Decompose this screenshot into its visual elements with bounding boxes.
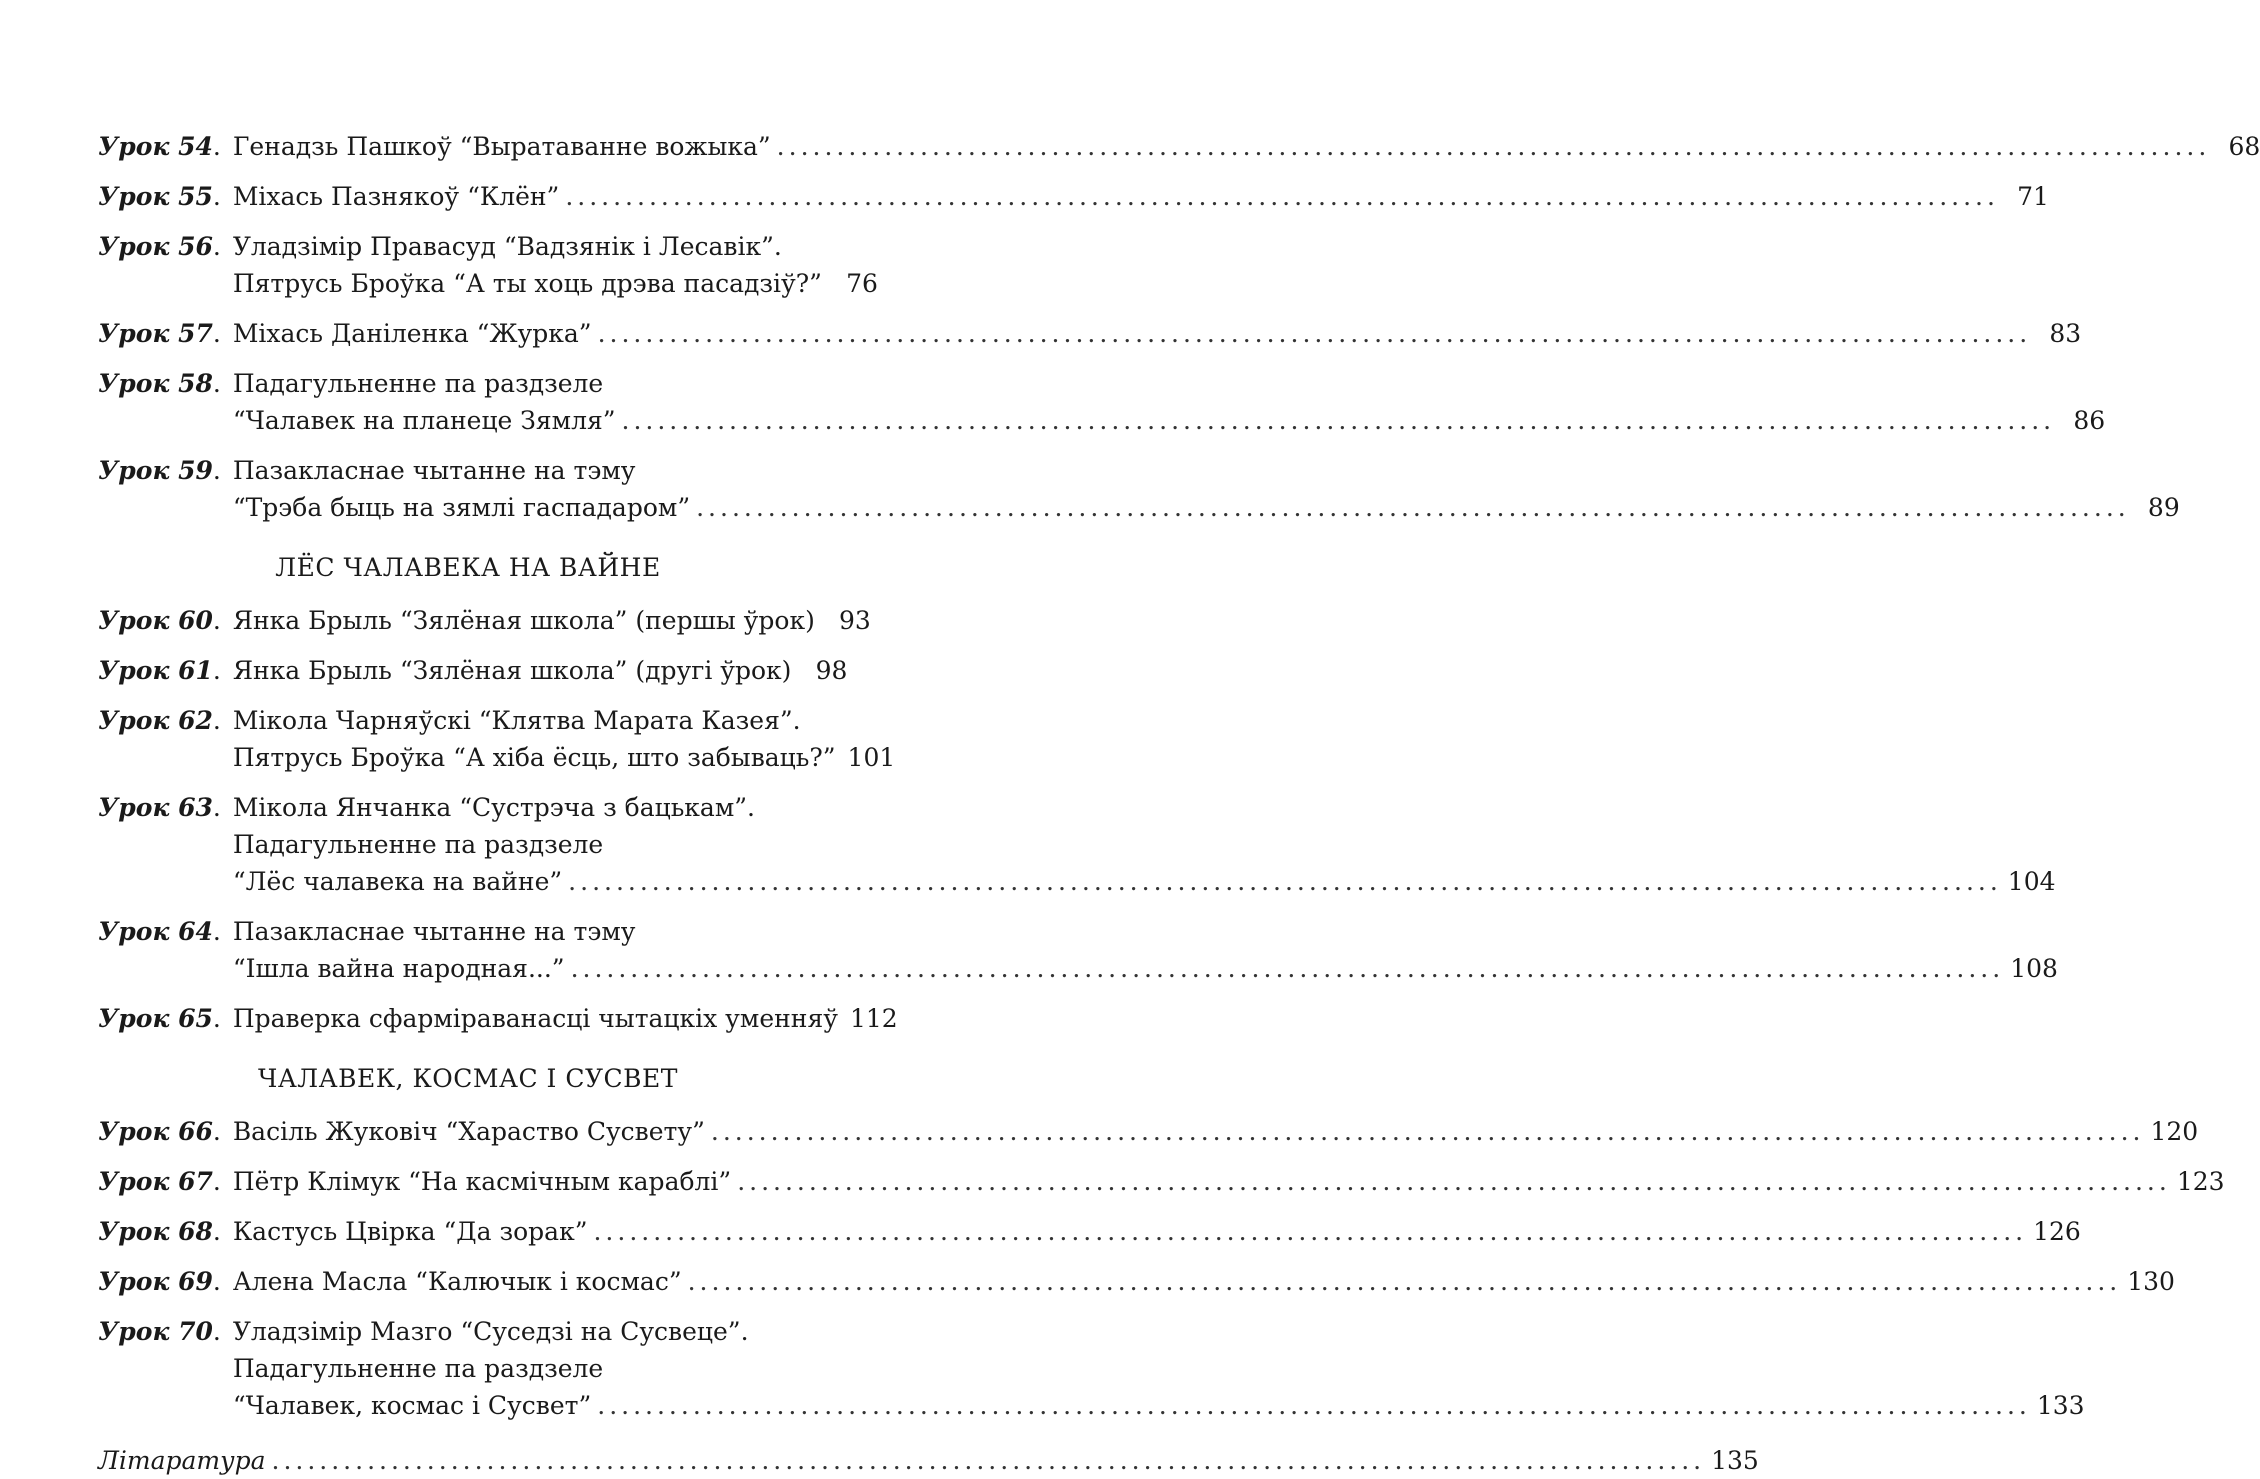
entry-body [221,1313,2085,1424]
entry-body [221,365,2106,439]
dot-leader: ........................................................................................................................ [271,1446,1706,1475]
dot-leader: ........................................................................................................................ [696,493,2130,522]
entry-title: Мікола Янчанка “Сустрэча з бацькам”. [232,793,756,822]
entry-title: Пазакласнае чытанне на тэму [232,917,636,946]
page-number: 135 [1711,1446,1759,1475]
lesson-number: Урок 67 [98,1167,213,1196]
page-number: 123 [2176,1167,2225,1196]
lesson-number: Урок 59 [98,456,213,485]
entry-title: Пятрусь Броўка “А хіба ёсць, што забываць?” [232,743,836,772]
toc-entry [98,1263,2175,1300]
label-period: . [212,456,221,485]
label-period: . [212,1117,221,1146]
page-number: 83 [2049,319,2082,348]
entry-line [232,1213,2081,1250]
entry-title: Пётр Клімук “На касмічным караблі” [232,1167,732,1196]
entry-title: Генадзь Пашкоў “Выратаванне вожыка” [232,132,771,161]
dot-leader: ........................................................................................................................ [597,319,2032,348]
dot-leader: ........................................................................................................................ [570,954,2005,983]
entry-body [221,1263,2175,1300]
entry-title: “Ішла вайна народная...” [232,954,565,983]
toc-entry [98,365,2106,439]
label-period: . [212,1217,221,1246]
lesson-number: Урок 58 [98,369,213,398]
lesson-number: Урок 64 [98,917,213,946]
label-period: . [212,1267,221,1296]
label-period: . [212,132,221,161]
entry-line [232,739,896,776]
toc-entry [98,315,2082,352]
lesson-group-1 [98,128,2260,526]
page-number: 112 [849,1004,898,1033]
entry-title: Янка Брыль “Зялёная школа” (другі ўрок) [232,656,792,685]
entry-body [221,1213,2081,1250]
page-number: 130 [2127,1267,2175,1296]
lesson-number: Урок 60 [98,606,213,635]
toc-entry [98,1313,2085,1424]
page-number: 126 [2033,1217,2081,1246]
entry-line [233,365,838,402]
entry-title: Падагульненне па раздзеле [232,830,604,859]
lesson-number: Урок 57 [98,319,213,348]
dot-leader: ........................................................................................................................ [565,182,1999,211]
entry-body [221,789,2056,900]
label-period: . [212,319,221,348]
lesson-number: Урок 68 [98,1217,213,1246]
label-period: . [212,1004,221,1033]
entry-body [221,702,896,776]
toc-entry [98,1213,2081,1250]
entry-title: Пятрусь Броўка “А ты хоць дрэва пасадзіў?” [232,269,822,298]
section-heading-space: ЧАЛАВЕК, КОСМАС І СУСВЕТ [258,1064,678,1093]
entry-title: Падагульненне па раздзеле [232,369,604,398]
toc-entry [98,228,878,302]
toc-entry-literature [98,1442,1759,1479]
dot-leader: ........................................................................................................................ [568,867,2002,896]
toc-entry [98,652,848,689]
entry-body [221,128,2260,165]
entry-line [232,178,2049,215]
lesson-number: Урок 65 [98,1004,213,1033]
dot-leader: ........................................................................................................................ [621,406,2056,435]
page-number: 86 [2073,406,2106,435]
label-period: . [212,793,221,822]
entry-body [221,602,871,639]
entry-line [233,1313,838,1350]
entry-line [233,702,838,739]
page-number: 89 [2147,493,2180,522]
toc-entry [98,602,871,639]
page-number: 68 [2228,132,2260,161]
lesson-number: Урок 63 [98,793,213,822]
section-heading-war: ЛЁС ЧАЛАВЕКА НА ВАЙНЕ [275,553,661,582]
entry-line [232,1163,2225,1200]
entry-line [232,602,871,639]
page-number: 120 [2150,1117,2199,1146]
lesson-number: Урок 69 [98,1267,213,1296]
dot-leader: ........................................................................................................................ [776,132,2211,161]
page-number: 104 [2007,867,2056,896]
entry-title: Пазакласнае чытанне на тэму [232,456,636,485]
dot-leader: ........................................................................................................................ [593,1217,2028,1246]
entry-title: “Чалавек, космас і Сусвет” [232,1391,592,1420]
entry-line [232,950,2058,987]
page-number: 133 [2036,1391,2085,1420]
label-period: . [212,606,221,635]
dot-leader: ........................................................................................................................ [597,1391,2031,1420]
entry-title: Алена Масла “Калючык і космас” [232,1267,682,1296]
page-number: 101 [847,743,896,772]
label-period: . [212,706,221,735]
entry-body [221,452,2180,526]
table-of-contents [98,128,2260,1479]
entry-line [233,789,838,826]
label-period: . [212,1317,221,1346]
lesson-number: Урок 62 [98,706,213,735]
label-period: . [212,182,221,211]
lesson-number: Урок 70 [98,1317,213,1346]
entry-line [232,863,2056,900]
toc-entry [98,1000,898,1037]
page-number: 71 [2017,182,2049,211]
entry-body [221,178,2049,215]
toc-entry [98,452,2180,526]
lesson-number: Урок 56 [98,232,213,261]
entry-line [232,315,2082,352]
entry-line [232,489,2180,526]
dot-leader: ........................................................................................................................ [687,1267,2122,1296]
entry-title: Уладзімір Мазго “Суседзі на Сусвеце”. [232,1317,749,1346]
entry-title: Праверка сфарміраванасці чытацкіх уменняў [232,1004,838,1033]
toc-entry [98,913,2058,987]
entry-title: Васіль Жуковіч “Хараство Сусвету” [232,1117,705,1146]
toc-entry [98,702,896,776]
entry-title: Уладзімір Правасуд “Вадзянік і Лесавік”. [232,232,782,261]
literature-label: Літаратура [98,1446,266,1475]
entry-title: Янка Брыль “Зялёная школа” (першы ўрок) [232,606,815,635]
lesson-number: Урок 55 [98,182,213,211]
lesson-group-3 [98,1113,2225,1424]
entry-body [221,652,848,689]
lesson-number: Урок 54 [98,132,213,161]
entry-title: “Трэба быць на зямлі гаспадаром” [232,493,691,522]
dot-leader: ........................................................................................................................ [737,1167,2171,1196]
page-number: 108 [2010,954,2058,983]
entry-line [232,402,2106,439]
entry-body [221,1113,2199,1150]
entry-line [232,265,878,302]
entry-body [221,1000,898,1037]
dot-leader: ........................................................................................................................ [710,1117,2145,1146]
entry-line [232,1263,2175,1300]
entry-line [232,1387,2085,1424]
entry-title: Міхась Даніленка “Журка” [232,319,592,348]
entry-line [233,913,838,950]
entry-body [221,1163,2225,1200]
entry-title: “Чалавек на планеце Зямля” [232,406,616,435]
entry-line [233,826,838,863]
label-period: . [212,656,221,685]
entry-body [221,315,2082,352]
entry-body [221,913,2058,987]
toc-entry [98,128,2260,165]
entry-title: Міхась Пазнякоў “Клён” [232,182,560,211]
toc-entry [98,789,2056,900]
entry-title: Мікола Чарняўскі “Клятва Марата Казея”. [232,706,801,735]
label-period: . [212,917,221,946]
page-number: 98 [815,656,848,685]
entry-title: Падагульненне па раздзеле [232,1354,604,1383]
entry-line [233,228,838,265]
lesson-number: Урок 66 [98,1117,213,1146]
lesson-group-2 [98,602,2058,1037]
lesson-number: Урок 61 [98,656,213,685]
label-period: . [212,1167,221,1196]
label-period: . [212,232,221,261]
entry-body [221,228,878,302]
entry-line [232,1000,898,1037]
entry-line [233,1350,838,1387]
entry-line [233,452,838,489]
entry-line [232,1113,2199,1150]
page-number: 93 [839,606,871,635]
entry-line [232,128,2260,165]
toc-entry [98,178,2049,215]
toc-entry [98,1113,2199,1150]
label-period: . [212,369,221,398]
toc-entry [98,1163,2225,1200]
page-number: 76 [846,269,878,298]
entry-title: “Лёс чалавека на вайне” [232,867,563,896]
entry-title: Кастусь Цвірка “Да зорак” [232,1217,588,1246]
entry-line [232,652,848,689]
